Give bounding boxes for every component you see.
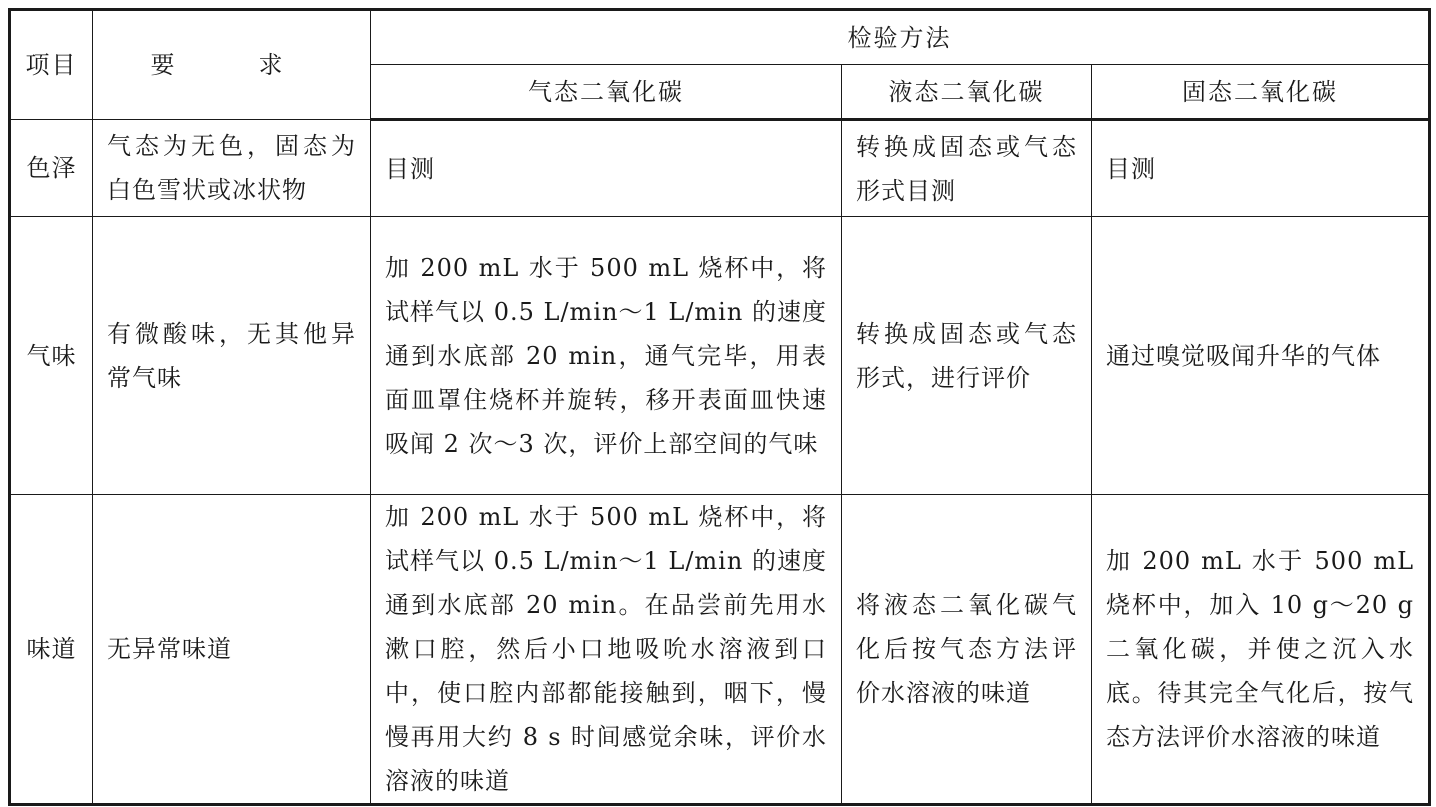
header-solid: 固态二氧化碳 — [1092, 65, 1430, 120]
row-method-liquid: 转换成固态或气态形式，进行评价 — [842, 217, 1092, 495]
row-item-taste: 味道 — [10, 495, 93, 805]
row-requirement: 无异常味道 — [93, 495, 371, 805]
table-row — [10, 495, 1430, 805]
table-body — [10, 120, 1430, 805]
header-item: 项目 — [10, 10, 93, 120]
row-item-color: 色泽 — [10, 120, 93, 217]
row-item-odor: 气味 — [10, 217, 93, 495]
row-method-solid: 通过嗅觉吸闻升华的气体 — [1092, 217, 1430, 495]
row-requirement: 有微酸味，无其他异常气味 — [93, 217, 371, 495]
table-row — [10, 217, 1430, 495]
header-gas: 气态二氧化碳 — [371, 65, 842, 120]
header-row-top — [10, 10, 1430, 65]
row-method-gas: 加 200 mL 水于 500 mL 烧杯中，将试样气以 0.5 L/min～1 L/min 的速度通到水底部 20 min，通气完毕，用表面皿罩住烧杯并旋转，移开表面皿快速吸闻 2 次～3 次，评价上部空间的气味 — [371, 217, 842, 495]
table-row — [10, 120, 1430, 217]
row-method-gas: 目测 — [371, 120, 842, 217]
header-liquid: 液态二氧化碳 — [842, 65, 1092, 120]
table-header — [10, 10, 1430, 120]
row-requirement: 气态为无色，固态为白色雪状或冰状物 — [93, 120, 371, 217]
row-method-solid: 加 200 mL 水于 500 mL 烧杯中，加入 10 g～20 g 二氧化碳，并使之沉入水底。待其完全气化后，按气态方法评价水溶液的味道 — [1092, 495, 1430, 805]
row-method-liquid: 转换成固态或气态形式目测 — [842, 120, 1092, 217]
co2-sensory-requirements-table — [8, 8, 1431, 806]
header-requirement — [93, 10, 371, 120]
row-method-liquid: 将液态二氧化碳气化后按气态方法评价水溶液的味道 — [842, 495, 1092, 805]
header-requirement-label: 要 求 — [150, 51, 313, 79]
row-method-solid: 目测 — [1092, 120, 1430, 217]
row-method-gas: 加 200 mL 水于 500 mL 烧杯中，将试样气以 0.5 L/min～1 L/min 的速度通到水底部 20 min。在品尝前先用水漱口腔，然后小口地吸吮水溶液到口中，使口腔内部都能接触到，咽下，慢慢再用大约 8 s 时间感觉余味，评价水溶液的味道 — [371, 495, 842, 805]
header-method-group: 检验方法 — [371, 10, 1430, 65]
